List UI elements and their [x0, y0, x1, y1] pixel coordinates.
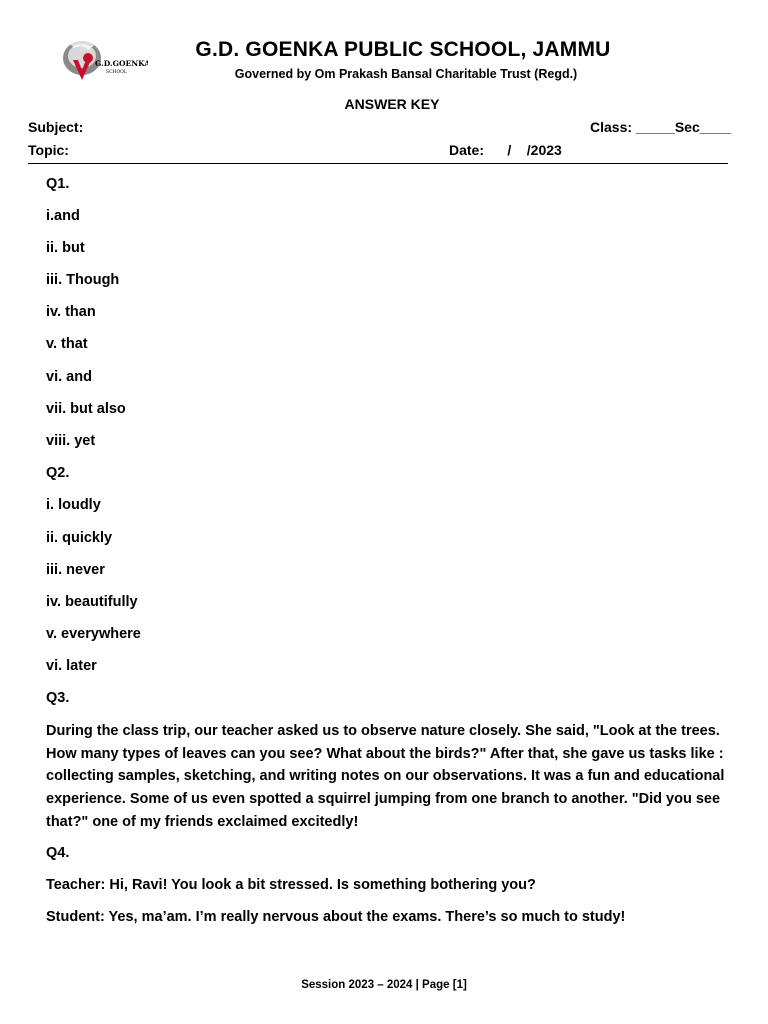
- q3-paragraph: During the class trip, our teacher asked us to observe nature closely. She said, "Look at the trees. How many types of leaves can you see? What about the birds?" After that, she gave us tasks like : collecting samples, sketching, and writing notes on our observations. It was a fun and educational experience. Some of us even spotted a squirrel jumping from one branch to another. "Did you see that?" one of my friends exclaimed excitedly!: [46, 723, 725, 830]
- logo-text-main: G.D.GOENKA: [95, 59, 148, 68]
- q3-label: Q3.: [46, 690, 70, 706]
- q1-answer: iii. Though: [46, 272, 120, 288]
- q1-answer: i.and: [46, 208, 80, 224]
- q1-answer: viii. yet: [46, 433, 96, 449]
- q2-answer: v. everywhere: [46, 626, 141, 642]
- q2-answer: i. loudly: [46, 497, 101, 513]
- trust-line: Governed by Om Prakash Bansal Charitable Trust (Regd.): [234, 67, 578, 81]
- q1-answer: vi. and: [46, 369, 92, 385]
- q2-answer: iii. never: [46, 562, 105, 578]
- q1-answer: ii. but: [46, 240, 85, 256]
- class-section-label: Class: _____Sec____: [590, 119, 731, 135]
- header-divider: [28, 163, 728, 164]
- document-title: ANSWER KEY: [344, 96, 440, 112]
- topic-label: Topic:: [28, 142, 69, 158]
- q4-label: Q4.: [46, 845, 70, 861]
- page-footer: Session 2023 – 2024 | Page [1]: [301, 979, 467, 991]
- q1-answer: vii. but also: [46, 401, 126, 417]
- q1-label: Q1.: [46, 176, 70, 192]
- q4-dialogue-line: Teacher: Hi, Ravi! You look a bit stressed. Is something bothering you?: [46, 877, 536, 893]
- q1-answer: iv. than: [46, 304, 96, 320]
- subject-label: Subject:: [28, 119, 84, 135]
- q2-answer: vi. later: [46, 658, 97, 674]
- school-name: G.D. GOENKA PUBLIC SCHOOL, JAMMU: [195, 38, 611, 61]
- q2-label: Q2.: [46, 465, 70, 481]
- q1-answer: v. that: [46, 336, 88, 352]
- logo-text-sub: SCHOOL: [106, 70, 127, 75]
- q2-answer: ii. quickly: [46, 530, 113, 546]
- q2-answer: iv. beautifully: [46, 594, 138, 610]
- date-label: Date: / /2023: [449, 142, 562, 158]
- q4-dialogue-line: Student: Yes, ma’am. I’m really nervous about the exams. There’s so much to study!: [46, 909, 626, 925]
